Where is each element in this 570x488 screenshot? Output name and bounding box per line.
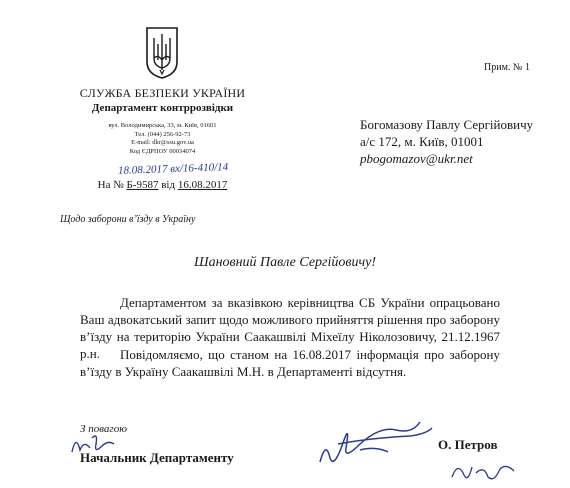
letterhead-contacts	[60, 122, 265, 156]
ref-date: 16.08.2017	[177, 179, 228, 191]
service-name: СЛУЖБА БЕЗПЕКИ УКРАЇНИ	[79, 86, 246, 100]
subject-line: Щодо заборони в’їзду в Україну	[60, 214, 196, 225]
signer-position: Начальник Департаменту	[80, 450, 234, 465]
recipient-address: а/с 172, м. Київ, 01001	[360, 134, 484, 149]
signer-initials-scribble	[448, 455, 518, 485]
ref-number: Б-9587	[126, 179, 159, 191]
address-line: вул. Володимирська, 33, м. Київ, 01601	[108, 122, 217, 129]
handwritten-registration: 18.08.2017 вх/16-410/14	[117, 161, 229, 177]
appendix-number: Прим. № 1	[484, 62, 530, 73]
reference-line	[60, 179, 265, 191]
department-name: Департамент контррозвідки	[91, 102, 234, 114]
body-paragraph-2: Повідомляємо, що станом на 16.08.2017 інформація про заборону в’їзду в Україну Саакашвілі М.Н. в Департаменті відсутня.	[80, 347, 500, 379]
recipient-email: pbogomazov@ukr.net	[360, 151, 473, 166]
ref-mid: від	[161, 179, 176, 191]
body-paragraph-1: Департаментом за вказівкою керівництва СБ України опрацьовано Ваш адвокатський запит щодо можливого прийняття рішення про заборону в’їзду на територію України Саакашвілі Міхеїлу Ніколозовичу, 21.12.1967 р.н.	[80, 295, 500, 361]
greeting: Шановний Павле Сергійовичу!	[193, 255, 377, 270]
signature-icon	[300, 400, 440, 480]
recipient-name: Богомазову Павлу Сергійовичу	[360, 117, 534, 132]
email-line: E-mail: dkr@ssu.gov.ua	[131, 139, 194, 146]
signer-name: О. Петров	[438, 437, 498, 452]
coat-of-arms-icon	[145, 26, 179, 80]
edrpou-line: Код ЄДРПОУ 00034074	[129, 147, 196, 155]
ref-prefix: На №	[97, 179, 124, 191]
recipient-block	[360, 116, 533, 167]
phone-line: Тел. (044) 256-92-73	[134, 130, 191, 138]
closing-regards: З повагою	[80, 423, 127, 435]
